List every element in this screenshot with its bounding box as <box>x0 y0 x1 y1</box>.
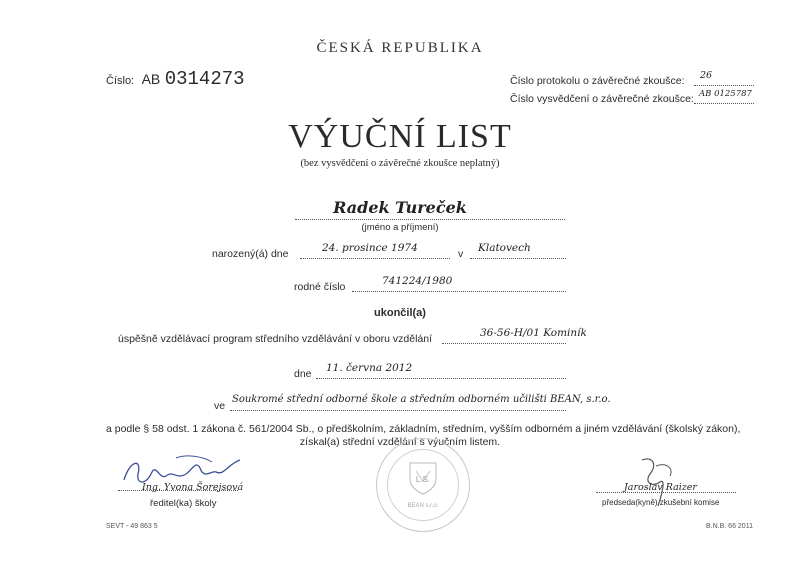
id-line <box>352 291 566 292</box>
name-line <box>295 219 565 220</box>
official-stamp <box>376 438 470 532</box>
program-value: 36-56-H/01 Kominík <box>480 327 587 339</box>
date-label: dne <box>294 368 312 380</box>
certificate-line <box>694 103 754 104</box>
footer-left-code: SEVT - 49 863 5 <box>106 523 158 530</box>
stamp-ls: L.S. <box>415 475 431 484</box>
law-text-line1: a podle § 58 odst. 1 zákona č. 561/2004 Sb., o předškolním, základním, středním, vyšším odborném a jiném vzdělávání (školský zákon), <box>106 423 741 435</box>
document-subtitle: (bez vysvědčení o závěrečné zkoušce neplatný) <box>300 158 500 169</box>
country-heading: ČESKÁ REPUBLIKA <box>316 40 484 56</box>
school-line <box>230 410 566 411</box>
school-label: ve <box>214 400 226 412</box>
id-value: 741224/1980 <box>382 275 453 287</box>
date-line <box>316 378 566 379</box>
born-in-label: v <box>458 248 464 260</box>
law-text-line2: získal(a) střední vzdělání s výučním listem. <box>299 436 501 448</box>
certificate-label: Číslo vysvědčení o závěrečné zkoušce: <box>510 93 694 105</box>
left-signer-name: Ing. Yvona Šorejsová <box>142 482 244 493</box>
right-signer-name: Jaroslav Raizer <box>624 482 697 493</box>
program-text: úspěšně vzdělávací program středního vzdělávání v oboru vzdělání <box>118 333 433 345</box>
footer-right-code: B.N.B. 66 2011 <box>706 523 753 530</box>
program-line <box>442 343 566 344</box>
protocol-line <box>694 85 754 86</box>
date-value: 11. června 2012 <box>326 362 413 374</box>
document-title: VÝUČNÍ LIST <box>288 118 512 155</box>
certificate-value: AB 0125787 <box>699 89 752 99</box>
right-signer-role: předseda(kyně) zkušební komise <box>602 498 720 507</box>
born-date: 24. prosince 1974 <box>322 242 418 254</box>
protocol-value: 26 <box>700 70 713 81</box>
number-label: Číslo: <box>106 75 135 87</box>
born-date-line <box>300 258 450 259</box>
protocol-label: Číslo protokolu o závěrečné zkoušce: <box>510 75 685 87</box>
left-signer-role: ředitel(ka) školy <box>150 498 217 509</box>
stamp-bottom-text: BEAN s.r.o. <box>407 503 439 509</box>
number-series: AB <box>141 71 161 87</box>
number-value: 0314273 <box>164 68 245 90</box>
completed-label: ukončil(a) <box>374 307 426 319</box>
born-place: Klatovech <box>478 242 531 254</box>
school-value: Soukromé střední odborné škole a středním odborném učilišti BEAN, s.r.o. <box>232 394 611 405</box>
document-number <box>106 68 245 90</box>
born-place-line <box>470 258 566 259</box>
id-label: rodné číslo <box>294 281 346 293</box>
person-name: Radek Tureček <box>333 198 467 217</box>
born-label: narozený(á) dne <box>212 248 289 260</box>
name-caption: (jméno a příjmení) <box>361 222 439 233</box>
